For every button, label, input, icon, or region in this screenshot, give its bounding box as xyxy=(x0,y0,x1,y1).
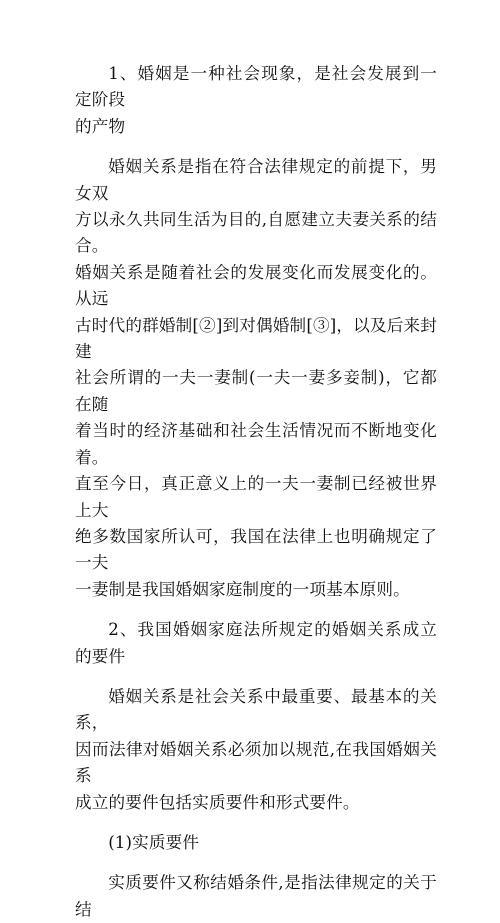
section-1-paragraph: 婚姻关系是指在符合法律规定的前提下，男女双 方以永久共同生活为目的,自愿建立夫妻关系的结合。 婚姻关系是随着社会的发展变化而发展变化的。从远 古时代的群婚制[②]到对偶婚制[③]，以及后来封建 社会所谓的一夫一妻制(一夫一妻多妾制)，它都在随 着当时的经济基础和社会生活情况而不断地变化着。 直至今日，真正意义上的一夫一妻制已经被世界上大 绝多数国家所认可，我国在法律上也明确规定了一夫 一妻制是我国婚姻家庭制度的一项基本原则。 xyxy=(75,157,437,599)
section-1-heading: 1、婚姻是一种社会现象，是社会发展到一定阶段 的产物 xyxy=(75,64,437,136)
section-2-heading: 2、我国婚姻家庭法所规定的婚姻关系成立的要件 xyxy=(75,620,437,666)
document-page xyxy=(75,61,437,923)
section-2-paragraph: 婚姻关系是社会关系中最重要、最基本的关系， 因而法律对婚姻关系必须加以规范,在我国婚姻关系 成立的要件包括实质要件和形式要件。 xyxy=(75,686,437,812)
subsection-1-paragraph: 实质要件又称结婚条件,是指法律规定的关于结 xyxy=(75,873,437,919)
subsection-1-heading: (1)实质要件 xyxy=(108,832,200,852)
